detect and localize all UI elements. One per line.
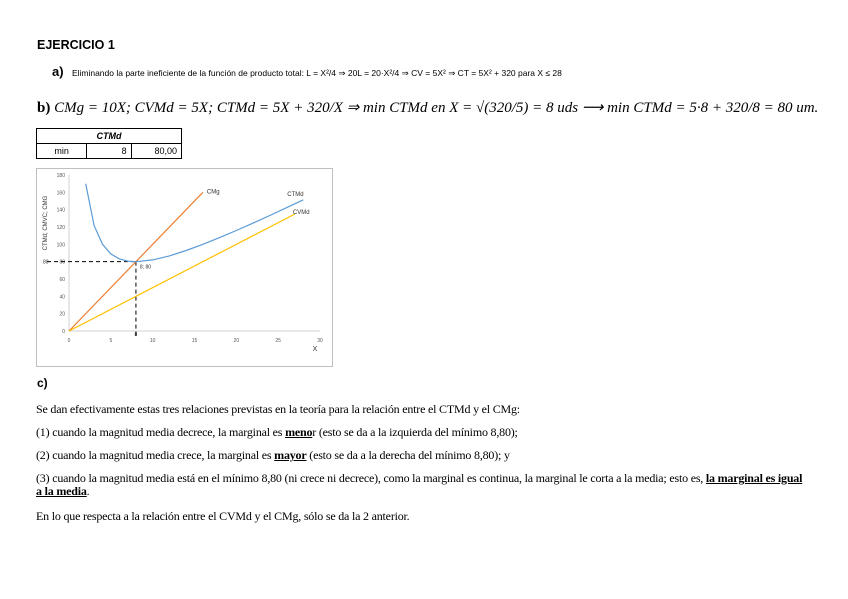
part-a	[52, 64, 562, 79]
part-c-item-1	[36, 426, 806, 439]
y-marker-label: 80	[43, 259, 49, 266]
item3-emphasis: la marginal es igual a la media	[36, 471, 803, 498]
y-tick-label: 60	[59, 277, 65, 283]
min-point-label: 8; 80	[139, 264, 152, 271]
y-tick-label: 80	[59, 259, 65, 266]
series-label-cvmd: CVMd	[292, 210, 310, 216]
x-tick-label: 5	[109, 338, 113, 344]
ctmd-table-cell-x: 8	[87, 144, 131, 159]
series-label-cmg: CMg	[206, 189, 220, 196]
part-c-closing: En lo que respecta a la relación entre el CVMd y el CMg, sólo se da la 2 anterior.	[36, 509, 410, 523]
x-tick-label: 15	[191, 338, 198, 344]
part-b	[37, 98, 818, 117]
ctmd-table-cell-label: min	[37, 144, 87, 159]
item1-text-a: (1) cuando la magnitud media decrece, la marginal es	[36, 425, 286, 439]
series-line-cvmd	[69, 214, 295, 331]
part-b-text: CMg = 10X; CVMd = 5X; CTMd = 5X + 320/X ⇒ min CTMd en X = √(320/5) = 8 uds ⟶ min CTMd = 5·8 + 320/8 = 80 um.	[54, 100, 819, 116]
x-tick-label: 30	[317, 338, 323, 344]
y-tick-label: 120	[56, 225, 65, 231]
item3-text-a: (3) cuando la magnitud media está en el mínimo 8,80 (ni crece ni decrece), como la marginal es continua, la marginal le corta a la media; esto es,	[36, 471, 706, 485]
x-tick-label: 10	[149, 338, 156, 344]
part-b-label: b)	[37, 100, 51, 116]
cost-chart-svg	[37, 169, 332, 366]
part-c-label: c)	[37, 376, 48, 390]
ctmd-table	[36, 128, 182, 159]
cost-chart	[36, 168, 333, 367]
part-c-item-3	[36, 472, 806, 498]
x-marker-label: 8	[134, 332, 138, 338]
item2-text-a: (2) cuando la magnitud media crece, la marginal es	[36, 448, 275, 462]
item2-text-c: (esto se da a la derecha del mínimo 8,80); y	[306, 448, 510, 462]
part-c-intro: Se dan efectivamente estas tres relaciones previstas en la teoría para la relación entre el CTMd y el CMg:	[36, 402, 520, 416]
y-tick-label: 160	[56, 190, 65, 197]
ctmd-table-header: CTMd	[37, 129, 182, 144]
y-axis-title: CTMd; CMVC; CMG	[43, 195, 49, 251]
y-tick-label: 140	[56, 207, 65, 214]
exercise-title: EJERCICIO 1	[37, 38, 115, 52]
series-label-ctmd: CTMd	[287, 191, 304, 198]
x-tick-label: 20	[233, 338, 240, 344]
y-tick-label: 180	[56, 173, 65, 179]
item2-emphasis: mayor	[274, 448, 307, 462]
series-line-ctmd	[86, 184, 304, 262]
item3-text-c: .	[86, 484, 90, 498]
ctmd-table-cell-value: 80,00	[131, 144, 181, 159]
x-axis-title: X	[312, 346, 318, 353]
x-tick-label: 25	[275, 338, 281, 344]
y-tick-label: 0	[62, 329, 65, 335]
y-tick-label: 100	[56, 242, 65, 249]
part-a-text: Eliminando la parte ineficiente de la función de producto total: L = X²/4 ⇒ 20L = 20·X²/4 ⇒ CV = 5X² ⇒ CT = 5X² + 320 para X ≤ 28	[71, 68, 562, 78]
part-c-item-2	[36, 449, 806, 462]
y-tick-label: 20	[59, 311, 65, 318]
x-tick-label: 0	[67, 338, 71, 344]
y-tick-label: 40	[59, 294, 65, 301]
item1-emphasis: meno	[285, 425, 313, 439]
part-a-label: a)	[52, 64, 64, 79]
item1-text-c: r (esto se da a la izquierda del mínimo 8,80);	[312, 425, 518, 439]
